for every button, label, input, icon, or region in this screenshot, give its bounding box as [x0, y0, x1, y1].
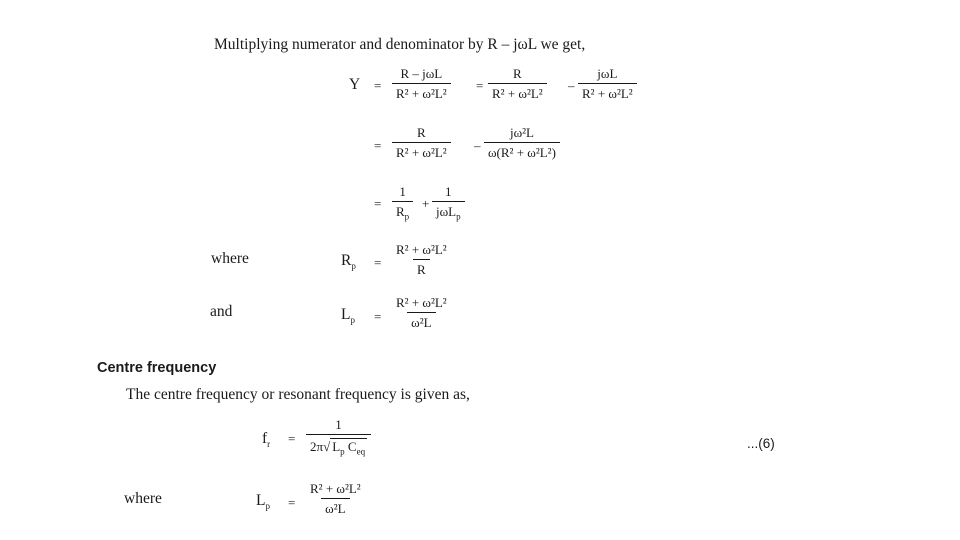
- eq3-f1-den-sub: p: [404, 211, 410, 222]
- fr-fraction: [306, 417, 371, 457]
- equation-number: ...(6): [747, 436, 775, 451]
- eq1-fraction-1: [392, 67, 451, 100]
- eq2-op1: =: [374, 138, 382, 153]
- eq2-f1-den: R² + ω²L²: [392, 142, 451, 159]
- lp2-den: ω²L: [321, 498, 349, 515]
- eq1-f2-num: R: [513, 66, 522, 81]
- eq1-lhs: Y: [349, 76, 361, 93]
- intro-text: Multiplying numerator and denominator by R – jωL we get,: [214, 36, 586, 53]
- lp-lhs: [341, 306, 355, 324]
- eq1-op1: =: [374, 78, 382, 93]
- eq3-fraction-2: [432, 184, 465, 222]
- lp2-lhs-main: L: [256, 492, 266, 509]
- eq2-fraction-2: [484, 126, 560, 159]
- fr-op: =: [288, 431, 296, 446]
- lp2-lhs-sub: p: [265, 501, 270, 512]
- lp2-fraction: [306, 482, 365, 515]
- eq1-fraction-3: [578, 67, 637, 100]
- lp2-num: R² + ω²L²: [310, 481, 361, 496]
- fr-lhs-main: f: [262, 430, 268, 447]
- eq1-fraction-2: [488, 67, 547, 100]
- fr-rad-c-sub: eq: [356, 446, 366, 457]
- section-heading: Centre frequency: [97, 360, 217, 376]
- eq1-f3-num: jωL: [597, 66, 618, 81]
- rp-lhs-main: R: [341, 252, 352, 269]
- lp-lhs-sub: p: [350, 315, 355, 326]
- eq1-f1-den: R² + ω²L²: [392, 83, 451, 100]
- eq2-f2-den: ω(R² + ω²L²): [484, 142, 560, 159]
- rp-where-word: where: [211, 250, 249, 267]
- eq1-f3-den: R² + ω²L²: [578, 83, 637, 100]
- eq3-f1-num: 1: [399, 184, 406, 199]
- eq1-f1-num: R – jωL: [400, 66, 443, 81]
- eq2-f2-num: jω²L: [509, 125, 534, 140]
- lp-and-word: and: [210, 303, 233, 320]
- eq3-op1: =: [374, 196, 382, 211]
- eq1-op3: –: [568, 78, 575, 93]
- eq3-op2: +: [422, 196, 430, 211]
- fr-den-pre: 2π: [310, 439, 324, 454]
- eq1-f2-den: R² + ω²L²: [488, 83, 547, 100]
- fr-rad-l-sub: p: [340, 446, 345, 457]
- fr-rad-c: C: [347, 439, 357, 454]
- rp-lhs-sub: p: [351, 261, 356, 272]
- rp-den: R: [413, 259, 430, 276]
- fr-num: 1: [335, 417, 342, 432]
- eq3-fraction-1: [392, 184, 413, 222]
- lp2-where-word: where: [124, 490, 162, 507]
- lp-lhs-main: L: [341, 306, 351, 323]
- lp-num: R² + ω²L²: [396, 295, 447, 310]
- eq3-f1-den: R: [396, 204, 405, 219]
- eq3-f2-num: 1: [445, 184, 452, 199]
- rp-fraction: [392, 243, 451, 276]
- fr-rad-l: L: [332, 439, 341, 454]
- eq2-fraction-1: [392, 126, 451, 159]
- rp-op: =: [374, 255, 382, 270]
- fr-radicand: [330, 438, 367, 457]
- lp2-lhs: [256, 492, 270, 510]
- body-text: The centre frequency or resonant frequency is given as,: [126, 386, 470, 403]
- fr-lhs-sub: r: [267, 439, 271, 450]
- rp-num: R² + ω²L²: [396, 242, 447, 257]
- eq2-f1-num: R: [417, 125, 426, 140]
- eq1-op2: =: [476, 78, 484, 93]
- lp-den: ω²L: [407, 312, 435, 329]
- eq3-f2-den: jωL: [436, 204, 457, 219]
- lp-op: =: [374, 309, 382, 324]
- lp2-op: =: [288, 495, 296, 510]
- eq2-op2: –: [474, 138, 481, 153]
- sqrt-icon: √: [323, 439, 331, 454]
- eq3-f2-den-sub: p: [456, 211, 461, 222]
- fr-lhs: [262, 430, 270, 448]
- lp-fraction: [392, 296, 451, 329]
- rp-lhs: [341, 252, 356, 270]
